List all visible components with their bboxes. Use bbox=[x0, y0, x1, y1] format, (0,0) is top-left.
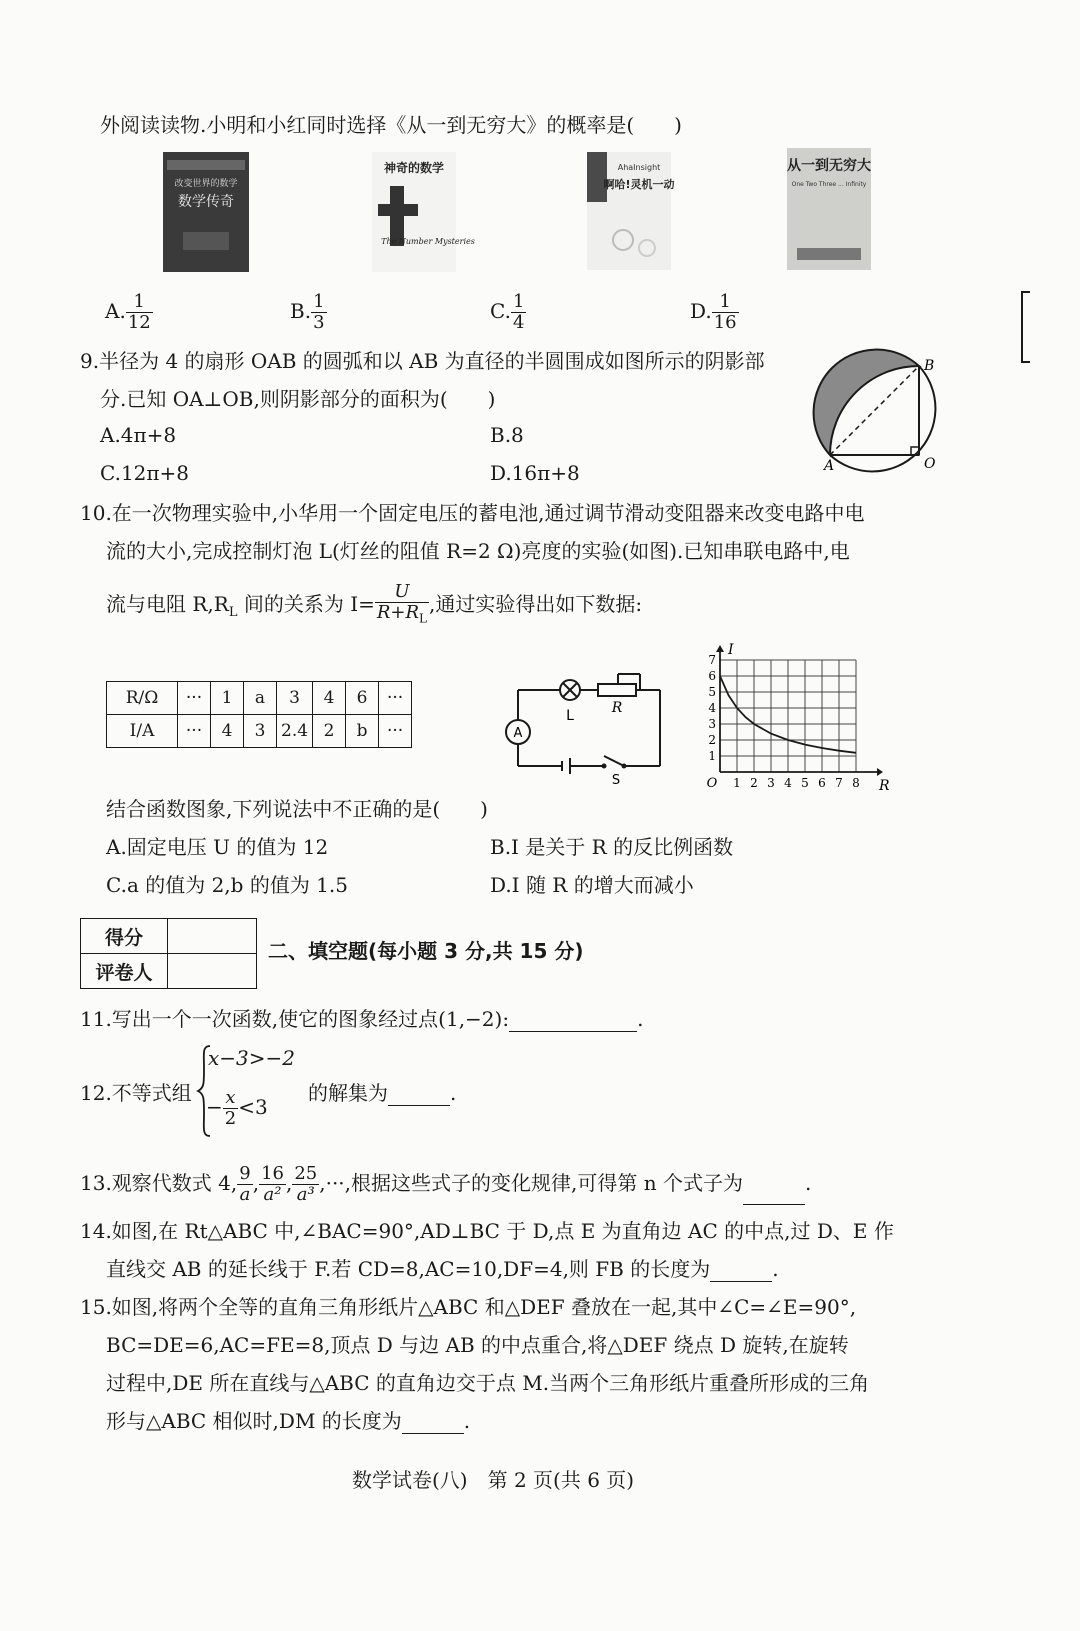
q10-option-d[interactable]: D.I 随 R 的增大而减小 bbox=[490, 873, 694, 897]
q8-option-b[interactable]: B. $\frac{1}{3}$ bbox=[290, 291, 325, 333]
q10-line-1: 10.在一次物理实验中,小华用一个固定电压的蓄电池,通过调节滑动变阻器来改变电路中电 bbox=[80, 501, 865, 525]
x-tick-label: 1 bbox=[733, 776, 741, 790]
book-2-title: 神奇的数学 bbox=[383, 161, 445, 175]
book-cover-3 bbox=[587, 152, 675, 270]
q10-function-chart bbox=[700, 636, 890, 794]
q8-stem: 外阅读读物.小明和小红同时选择《从一到无穷大》的概率是( ) bbox=[100, 113, 682, 137]
grader-label: 评卷人 bbox=[81, 954, 168, 989]
q8-option-d[interactable]: D. $\frac{1}{16}$ bbox=[690, 291, 737, 333]
table-row bbox=[81, 954, 257, 989]
score-cell[interactable] bbox=[168, 919, 257, 954]
book-4-subtitle: One Two Three ... Infinity bbox=[791, 181, 867, 188]
label-B: B bbox=[924, 358, 935, 374]
y-tick-label: 5 bbox=[708, 685, 716, 699]
q10-circuit-diagram bbox=[500, 660, 680, 790]
section-2-title: 二、填空题(每小题 3 分,共 15 分) bbox=[268, 939, 584, 963]
q14-line-2: 直线交 AB 的延长线于 F.若 CD=8,AC=10,DF=4,则 FB 的长度为 . bbox=[106, 1257, 779, 1281]
q12-answer-blank[interactable] bbox=[388, 1083, 450, 1106]
label-O: O bbox=[924, 456, 936, 472]
q11-answer-blank[interactable] bbox=[509, 1009, 637, 1032]
book-1-title: 数学传奇 bbox=[178, 194, 234, 210]
x-tick-label: 4 bbox=[784, 776, 792, 790]
q9-option-b[interactable]: B.8 bbox=[490, 423, 524, 447]
q12-prefix: 12.不等式组 bbox=[80, 1081, 192, 1105]
q10-option-c[interactable]: C.a 的值为 2,b 的值为 1.5 bbox=[106, 873, 348, 897]
q10-line-2: 流的大小,完成控制灯泡 L(灯丝的阻值 R=2 Ω)亮度的实验(如图).已知串联电路中,电 bbox=[106, 539, 850, 563]
book-1-subtitle: 改变世界的数学 bbox=[174, 179, 238, 189]
ammeter-label: A bbox=[513, 726, 523, 741]
y-tick-label: 1 bbox=[708, 749, 716, 763]
x-tick-label: 5 bbox=[801, 776, 809, 790]
q10-question: 结合函数图象,下列说法中不正确的是( ) bbox=[106, 797, 488, 821]
q11: 11.写出一个一次函数,使它的图象经过点(1,−2): . bbox=[80, 1007, 644, 1031]
q13-answer-blank[interactable] bbox=[743, 1182, 805, 1205]
q9-line-2: 分.已知 OA⊥OB,则阴影部分的面积为( ) bbox=[100, 387, 496, 411]
x-tick-label: 8 bbox=[852, 776, 860, 790]
q12-inequality-1: x−3>−2 bbox=[208, 1046, 296, 1070]
y-axis-arrow-icon bbox=[716, 645, 724, 652]
q9-line-1: 9.半径为 4 的扇形 OAB 的圆弧和以 AB 为直径的半圆围成如图所示的阴影部 bbox=[80, 349, 765, 373]
q9-option-a[interactable]: A.4π+8 bbox=[100, 423, 177, 447]
book-3-title: 啊哈!灵机一动 bbox=[603, 178, 675, 191]
q15-line-2: BC=DE=6,AC=FE=8,顶点 D 与边 AB 的中点重合,将△DEF 绕点 D 旋转,在旋转 bbox=[106, 1333, 849, 1357]
y-tick-label: 6 bbox=[708, 669, 716, 683]
q14-answer-blank[interactable] bbox=[710, 1259, 772, 1282]
q8-option-c[interactable]: C. $\frac{1}{4}$ bbox=[490, 291, 525, 333]
q10-line-3: 流与电阻 $R,R_L$ 间的关系为 I= $\frac{U}{R+R_L}$ ,通过实验得出如下数据: bbox=[106, 582, 642, 629]
q9-option-c[interactable]: C.12π+8 bbox=[100, 461, 190, 485]
book-cover-1 bbox=[163, 152, 249, 272]
q15-line-4: 形与△ABC 相似时,DM 的长度为 . bbox=[106, 1409, 471, 1433]
score-label: 得分 bbox=[81, 919, 168, 954]
chart-grid bbox=[720, 660, 856, 772]
q8-option-a[interactable]: A. $\frac{1}{12}$ bbox=[105, 291, 151, 333]
table-row: R/Ω ··· 1 a 3 4 6 ··· bbox=[107, 682, 412, 715]
book-2-subtitle: The Number Mysteries bbox=[381, 237, 475, 246]
q12-suffix: 的解集为 . bbox=[308, 1081, 457, 1105]
score-table bbox=[80, 918, 257, 989]
lamp-label: L bbox=[566, 708, 574, 724]
q15-line-1: 15.如图,将两个全等的直角三角形纸片△ABC 和△DEF 叠放在一起,其中∠C=∠E=90°, bbox=[80, 1295, 857, 1319]
table-row: I/A ··· 4 3 2.4 2 b ··· bbox=[107, 715, 412, 748]
q12-inequality-2: − $\frac{x}{2}$ <3 bbox=[206, 1087, 268, 1129]
q9-option-d[interactable]: D.16π+8 bbox=[490, 461, 580, 485]
book-3-subtitle: AhaInsight bbox=[617, 163, 661, 172]
y-tick-label: 2 bbox=[708, 733, 716, 747]
q15-answer-blank[interactable] bbox=[402, 1411, 464, 1434]
origin-label: O bbox=[706, 776, 718, 791]
x-tick-label: 6 bbox=[818, 776, 826, 790]
resistor-label: R bbox=[611, 700, 623, 716]
y-axis-label: I bbox=[728, 642, 734, 658]
margin-bracket bbox=[1018, 290, 1032, 364]
q13: 13.观察代数式 4, $\frac{9}{a}$ , $\frac{16}{\text{a²}}$ , $\frac{25}{\text{a³}}$ ,···,根据这些式子的变化规律,可得第 n 个式子为 . bbox=[80, 1163, 812, 1205]
q10-data-table bbox=[106, 681, 412, 748]
x-tick-label: 3 bbox=[767, 776, 775, 790]
q10-option-a[interactable]: A.固定电压 U 的值为 12 bbox=[106, 835, 329, 859]
q14-line-1: 14.如图,在 Rt△ABC 中,∠BAC=90°,AD⊥BC 于 D,点 E 为直角边 AC 的中点,过 D、E 作 bbox=[80, 1219, 894, 1243]
q10-formula: $\frac{U}{R+R_L}$ bbox=[375, 582, 429, 629]
label-A: A bbox=[824, 458, 835, 474]
y-tick-label: 7 bbox=[708, 653, 716, 667]
x-axis-arrow-icon bbox=[877, 768, 883, 776]
book-cover-2 bbox=[372, 152, 475, 272]
page-footer: 数学试卷(八) 第 2 页(共 6 页) bbox=[352, 1468, 635, 1492]
y-tick-label: 4 bbox=[708, 701, 716, 715]
table-row bbox=[81, 919, 257, 954]
x-tick-label: 7 bbox=[835, 776, 843, 790]
switch-label: S bbox=[611, 773, 621, 788]
x-tick-label: 2 bbox=[750, 776, 758, 790]
book-4-title: 从一到无穷大 bbox=[787, 158, 871, 174]
y-tick-label: 3 bbox=[708, 717, 716, 731]
q9-figure bbox=[812, 348, 948, 473]
resistor-symbol bbox=[598, 684, 636, 696]
q15-line-3: 过程中,DE 所在直线与△ABC 的直角边交于点 M.当两个三角形纸片重叠所形成的三角 bbox=[106, 1371, 870, 1395]
x-axis-label: R bbox=[879, 778, 890, 794]
grader-cell[interactable] bbox=[168, 954, 257, 989]
q10-option-b[interactable]: B.I 是关于 R 的反比例函数 bbox=[490, 835, 734, 859]
book-cover-4 bbox=[787, 148, 871, 270]
